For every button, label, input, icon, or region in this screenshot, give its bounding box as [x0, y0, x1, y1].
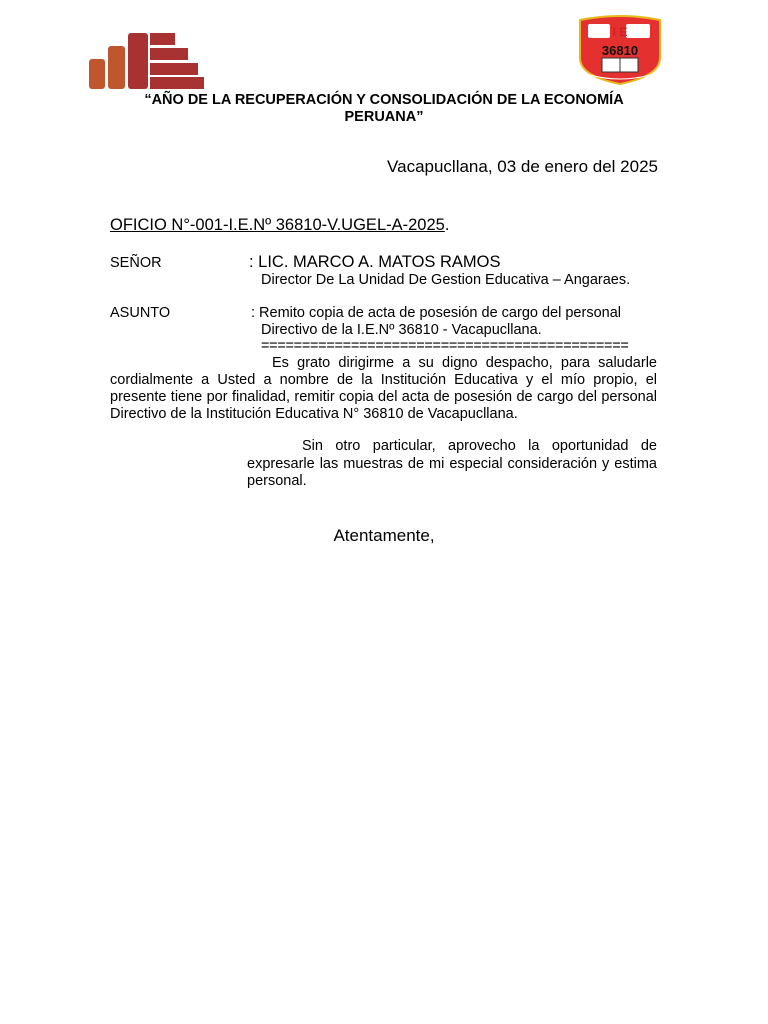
oficio-suffix: . — [444, 216, 450, 234]
recipient-name: : LIC. MARCO A. MATOS RAMOS — [249, 253, 501, 271]
crest-number: 36810 — [601, 43, 639, 58]
crest-letters: I E — [612, 25, 628, 39]
logo-step-4 — [150, 77, 204, 89]
body-paragraph: Es grato dirigirme a su digno despacho, para saludarle cordialmente a Usted a nombre de la Institución Educativa y el mío propio, el presente tiene por finalidad, remitir copia del acta de posesión de cargo del personal Directivo de la Institución Educativa N° 36810 de Vacapucllana. — [110, 355, 657, 422]
school-crest-logo — [576, 14, 664, 86]
institution-bars-logo — [89, 33, 204, 89]
closing-paragraph: Sin otro particular, aprovecho la oportunidad de expresarle las muestras de mi especial consideración y estima personal. — [247, 438, 657, 489]
recipient-label: SEÑOR — [110, 255, 162, 271]
subject-line-1: : Remito copia de acta de posesión de cargo del personal — [251, 305, 621, 321]
logo-step-3 — [150, 63, 198, 75]
divider-line: ============================================= — [261, 338, 629, 354]
subject-text — [251, 305, 657, 339]
oficio-number: OFICIO N°-001-I.E.Nº 36810-V.UGEL-A-2025 — [110, 216, 445, 234]
subject-label: ASUNTO — [110, 305, 171, 321]
logo-step-2 — [150, 48, 188, 60]
logo-bar-3 — [128, 33, 148, 89]
logo-bar-1 — [89, 59, 105, 89]
recipient-role: Director De La Unidad De Gestion Educativa – Angaraes. — [261, 272, 631, 288]
logo-step-1 — [150, 33, 175, 45]
regards-signoff: Atentamente, — [333, 526, 435, 545]
year-motto: “AÑO DE LA RECUPERACIÓN Y CONSOLIDACIÓN DE LA ECONOMÍA PERUANA” — [144, 92, 624, 125]
letter-date: Vacapucllana, 03 de enero del 2025 — [387, 157, 658, 176]
subject-line-2: Directivo de la I.E.Nº 36810 - Vacapucllana. — [261, 322, 542, 338]
oficio-reference — [110, 216, 449, 235]
logo-bar-2 — [108, 46, 125, 89]
